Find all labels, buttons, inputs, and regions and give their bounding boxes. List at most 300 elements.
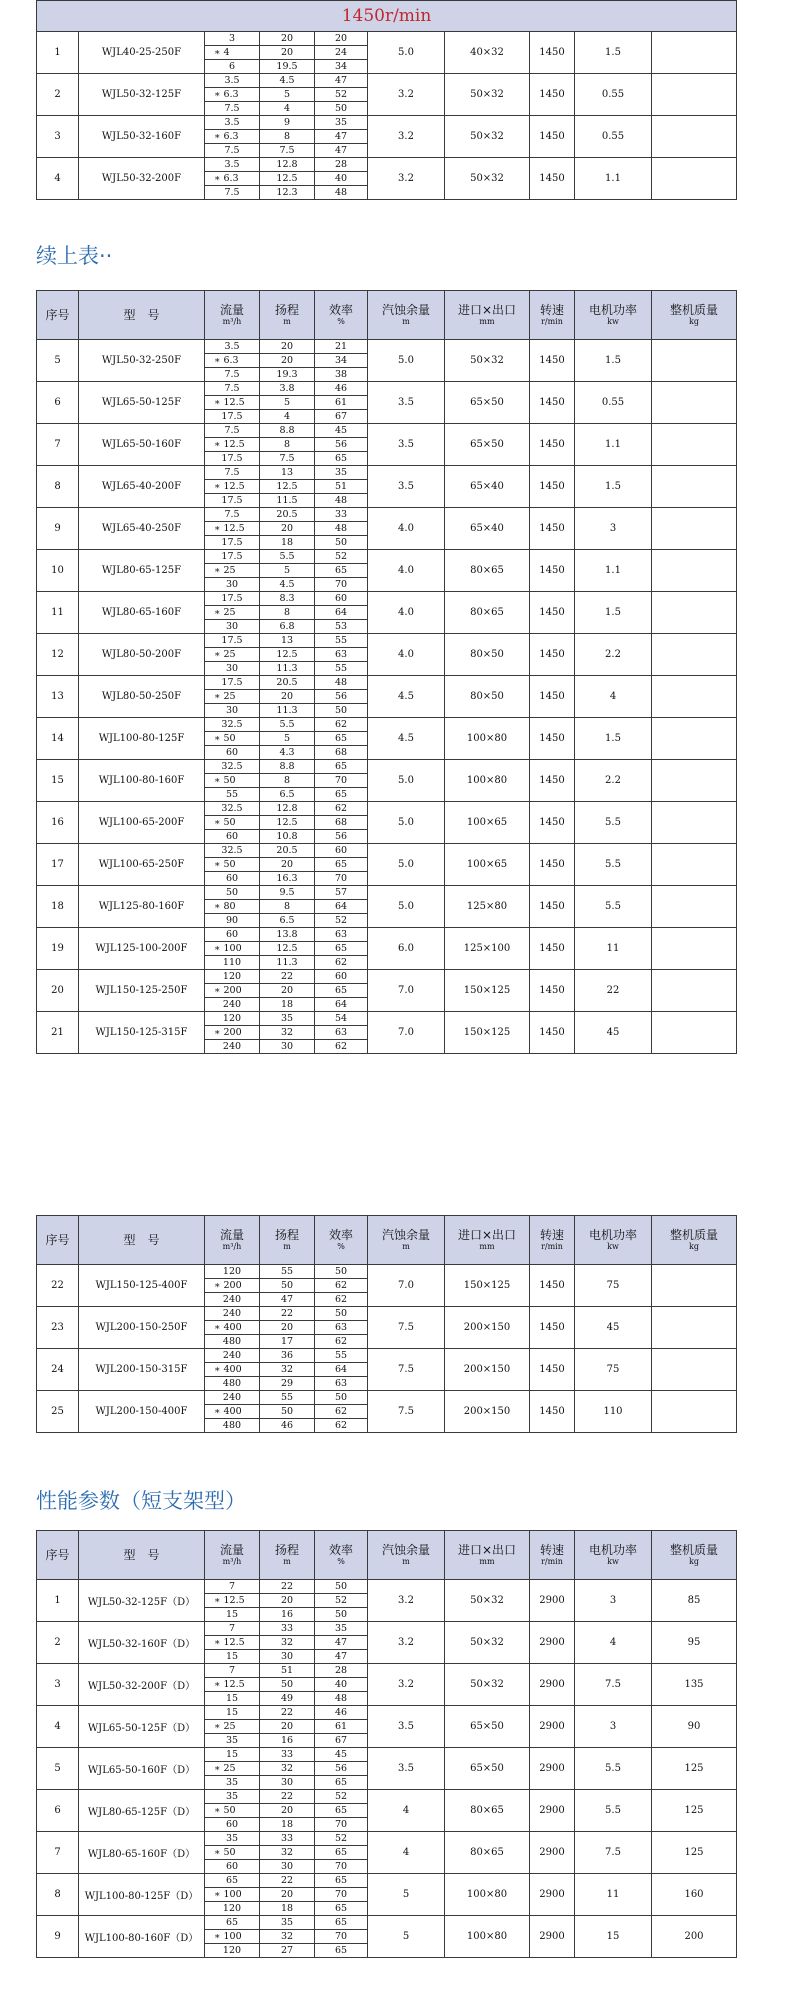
speed-value: 1450 xyxy=(530,886,575,928)
table-row xyxy=(37,760,737,774)
flow-value-text: 32.5 xyxy=(221,761,243,772)
motor-power-value: 3 xyxy=(575,1706,652,1748)
flow-value xyxy=(205,592,260,606)
efficiency-value: 21 xyxy=(315,340,368,354)
row-number: 4 xyxy=(37,1706,79,1748)
flow-value-text: 32.5 xyxy=(221,845,243,856)
efficiency-value: 62 xyxy=(315,1279,368,1293)
mass-value xyxy=(652,760,737,802)
flow-value-text: 60 xyxy=(225,1861,239,1872)
head-value: 33 xyxy=(260,1622,315,1636)
model-name: WJL50-32-200F xyxy=(79,158,205,200)
flow-value-text: 6.3 xyxy=(223,173,239,184)
flow-value-text: 7.5 xyxy=(224,509,240,520)
mass-value: 125 xyxy=(652,1790,737,1832)
inlet-outlet-value: 125×100 xyxy=(445,928,530,970)
flow-value xyxy=(205,1930,260,1944)
model-name: WJL150-125-250F xyxy=(79,970,205,1012)
rated-point-star: ∗ xyxy=(214,1595,224,1606)
header-mass xyxy=(652,1531,737,1580)
motor-power-value: 5.5 xyxy=(575,844,652,886)
rated-point-star: ∗ xyxy=(214,775,224,786)
flow-value-text: 6.3 xyxy=(223,89,239,100)
efficiency-value: 35 xyxy=(315,1622,368,1636)
head-value: 50 xyxy=(260,1279,315,1293)
flow-value xyxy=(205,1790,260,1804)
inlet-outlet-value: 100×65 xyxy=(445,802,530,844)
header-motor-power xyxy=(575,1216,652,1265)
model-name: WJL200-150-315F xyxy=(79,1349,205,1391)
flow-value-text: 7.5 xyxy=(224,187,240,198)
head-value: 16 xyxy=(260,1734,315,1748)
row-number: 12 xyxy=(37,634,79,676)
header-mass xyxy=(652,1216,737,1265)
flow-value-text: 17.5 xyxy=(221,593,243,604)
model-name: WJL80-50-200F xyxy=(79,634,205,676)
flow-value-text: 240 xyxy=(222,999,242,1010)
head-value: 6.5 xyxy=(260,914,315,928)
flow-value-text: 35 xyxy=(225,1777,239,1788)
npsh-value: 7.0 xyxy=(368,1012,445,1054)
flow-value xyxy=(205,970,260,984)
flow-value xyxy=(205,466,260,480)
flow-value-text: 17.5 xyxy=(221,537,243,548)
row-number: 13 xyxy=(37,676,79,718)
table-row xyxy=(37,32,737,46)
caption-short-frame: 性能参数（短支架型） xyxy=(36,1489,246,1513)
mass-value xyxy=(652,1391,737,1433)
efficiency-value: 48 xyxy=(315,676,368,690)
npsh-value: 3.5 xyxy=(368,1748,445,1790)
head-value: 22 xyxy=(260,970,315,984)
inlet-outlet-value: 80×65 xyxy=(445,550,530,592)
flow-value xyxy=(205,802,260,816)
head-value: 13.8 xyxy=(260,928,315,942)
head-value: 32 xyxy=(260,1636,315,1650)
motor-power-value: 1.5 xyxy=(575,32,652,74)
header-speed-unit: r/min xyxy=(541,1557,563,1566)
motor-power-value: 75 xyxy=(575,1265,652,1307)
motor-power-value: 1.1 xyxy=(575,424,652,466)
efficiency-value: 70 xyxy=(315,578,368,592)
efficiency-value: 50 xyxy=(315,1391,368,1405)
head-value: 11.3 xyxy=(260,704,315,718)
speed-value: 1450 xyxy=(530,1391,575,1433)
rated-point-star: ∗ xyxy=(214,985,224,996)
head-value: 20 xyxy=(260,354,315,368)
row-number: 1 xyxy=(37,32,79,74)
flow-value xyxy=(205,1608,260,1622)
flow-value-text: 120 xyxy=(222,1013,242,1024)
head-value: 30 xyxy=(260,1860,315,1874)
head-value: 5 xyxy=(260,88,315,102)
flow-value xyxy=(205,816,260,830)
head-value: 20.5 xyxy=(260,508,315,522)
model-name: WJL80-65-160F xyxy=(79,592,205,634)
motor-power-value: 2.2 xyxy=(575,634,652,676)
row-number: 6 xyxy=(37,1790,79,1832)
head-value: 20 xyxy=(260,984,315,998)
mass-value xyxy=(652,158,737,200)
header-flow-label: 流量 xyxy=(219,1228,244,1242)
efficiency-value: 52 xyxy=(315,88,368,102)
npsh-value: 7.0 xyxy=(368,1265,445,1307)
table-row xyxy=(37,1916,737,1930)
npsh-value: 4.0 xyxy=(368,592,445,634)
flow-value-text: 7.5 xyxy=(224,467,240,478)
flow-value-text: 400 xyxy=(223,1364,242,1375)
efficiency-value: 50 xyxy=(315,102,368,116)
efficiency-value: 62 xyxy=(315,802,368,816)
flow-value xyxy=(205,788,260,802)
head-value: 18 xyxy=(260,1902,315,1916)
model-name: WJL80-50-250F xyxy=(79,676,205,718)
header-efficiency-unit: % xyxy=(337,1557,345,1566)
mass-value xyxy=(652,844,737,886)
flow-value-text: 7.5 xyxy=(224,145,240,156)
flow-value-text: 6.3 xyxy=(223,355,239,366)
flow-value xyxy=(205,634,260,648)
table-row xyxy=(37,1706,737,1720)
npsh-value: 7.0 xyxy=(368,970,445,1012)
npsh-value: 5.0 xyxy=(368,802,445,844)
flow-value xyxy=(205,494,260,508)
head-value: 22 xyxy=(260,1706,315,1720)
rated-point-star: ∗ xyxy=(214,1027,224,1038)
model-name: WJL200-150-400F xyxy=(79,1391,205,1433)
flow-value-text: 7 xyxy=(228,1581,236,1592)
flow-value xyxy=(205,1650,260,1664)
speed-value: 1450 xyxy=(530,970,575,1012)
head-value: 13 xyxy=(260,466,315,480)
header-head-unit: m xyxy=(283,317,291,326)
efficiency-value: 65 xyxy=(315,1944,368,1958)
efficiency-value: 63 xyxy=(315,1321,368,1335)
efficiency-value: 62 xyxy=(315,1335,368,1349)
motor-power-value: 7.5 xyxy=(575,1664,652,1706)
flow-value-text: 4 xyxy=(223,47,230,58)
efficiency-value: 55 xyxy=(315,634,368,648)
model-name: WJL65-50-160F（D） xyxy=(79,1748,205,1790)
flow-value-text: 240 xyxy=(222,1041,242,1052)
speed-value: 2900 xyxy=(530,1916,575,1958)
head-value: 8 xyxy=(260,130,315,144)
rated-point-star: ∗ xyxy=(214,89,224,100)
flow-value xyxy=(205,914,260,928)
flow-value xyxy=(205,452,260,466)
flow-value-text: 7.5 xyxy=(224,383,240,394)
motor-power-value: 1.1 xyxy=(575,158,652,200)
flow-value xyxy=(205,1748,260,1762)
efficiency-value: 50 xyxy=(315,536,368,550)
motor-power-value: 4 xyxy=(575,1622,652,1664)
efficiency-value: 65 xyxy=(315,732,368,746)
header-motor-power-unit: kw xyxy=(607,317,619,326)
motor-power-value: 0.55 xyxy=(575,116,652,158)
head-value: 7.5 xyxy=(260,144,315,158)
header-inlet-outlet-unit: mm xyxy=(479,317,495,326)
efficiency-value: 47 xyxy=(315,130,368,144)
head-value: 32 xyxy=(260,1846,315,1860)
flow-value xyxy=(205,760,260,774)
efficiency-value: 34 xyxy=(315,354,368,368)
header-npsh-unit: m xyxy=(402,1557,410,1566)
head-value: 11.5 xyxy=(260,494,315,508)
mass-value xyxy=(652,32,737,74)
rated-point-star: ∗ xyxy=(214,1322,224,1333)
speed-value: 1450 xyxy=(530,718,575,760)
head-value: 50 xyxy=(260,1405,315,1419)
flow-value xyxy=(205,88,260,102)
mass-value xyxy=(652,592,737,634)
header-head-label: 扬程 xyxy=(274,303,299,317)
header-speed-label: 转速 xyxy=(539,303,564,317)
npsh-value: 4.5 xyxy=(368,718,445,760)
header-speed-unit: r/min xyxy=(541,317,563,326)
head-value: 27 xyxy=(260,1944,315,1958)
head-value: 29 xyxy=(260,1377,315,1391)
head-value: 12.8 xyxy=(260,802,315,816)
efficiency-value: 35 xyxy=(315,116,368,130)
head-value: 20 xyxy=(260,1888,315,1902)
model-name: WJL50-32-160F（D） xyxy=(79,1622,205,1664)
speed-value: 2900 xyxy=(530,1580,575,1622)
efficiency-value: 56 xyxy=(315,690,368,704)
flow-value-text: 12.5 xyxy=(223,397,245,408)
row-number: 18 xyxy=(37,886,79,928)
table-row xyxy=(37,1832,737,1846)
flow-value-text: 6.3 xyxy=(223,131,239,142)
efficiency-value: 70 xyxy=(315,1888,368,1902)
efficiency-value: 65 xyxy=(315,942,368,956)
mass-value xyxy=(652,466,737,508)
header-inlet-outlet-unit: mm xyxy=(479,1557,495,1566)
model-name: WJL65-50-125F（D） xyxy=(79,1706,205,1748)
motor-power-value: 45 xyxy=(575,1012,652,1054)
flow-value xyxy=(205,1860,260,1874)
table-row xyxy=(37,1790,737,1804)
npsh-value: 4.0 xyxy=(368,550,445,592)
motor-power-value: 45 xyxy=(575,1307,652,1349)
rated-point-star: ∗ xyxy=(214,817,224,828)
npsh-value: 4 xyxy=(368,1790,445,1832)
efficiency-value: 65 xyxy=(315,1916,368,1930)
efficiency-value: 52 xyxy=(315,1832,368,1846)
motor-power-value: 75 xyxy=(575,1349,652,1391)
efficiency-value: 40 xyxy=(315,172,368,186)
flow-value-text: 25 xyxy=(223,565,236,576)
header-speed-unit: r/min xyxy=(541,1242,563,1251)
flow-value xyxy=(205,1776,260,1790)
flow-value xyxy=(205,746,260,760)
mass-value: 135 xyxy=(652,1664,737,1706)
flow-value xyxy=(205,676,260,690)
header-npsh xyxy=(368,1531,445,1580)
header-flow xyxy=(205,291,260,340)
inlet-outlet-value: 50×32 xyxy=(445,1664,530,1706)
header-head-label: 扬程 xyxy=(274,1228,299,1242)
flow-value-text: 35 xyxy=(225,1791,239,1802)
rated-point-star: ∗ xyxy=(214,481,224,492)
efficiency-value: 62 xyxy=(315,956,368,970)
mass-value xyxy=(652,970,737,1012)
table-row xyxy=(37,550,737,564)
model-name: WJL80-65-125F xyxy=(79,550,205,592)
header-efficiency-label: 效率 xyxy=(328,1543,353,1557)
flow-value xyxy=(205,340,260,354)
efficiency-value: 64 xyxy=(315,1363,368,1377)
flow-value xyxy=(205,1419,260,1433)
flow-value xyxy=(205,1405,260,1419)
inlet-outlet-value: 200×150 xyxy=(445,1391,530,1433)
model-name: WJL80-65-160F（D） xyxy=(79,1832,205,1874)
row-number: 6 xyxy=(37,382,79,424)
flow-value-text: 60 xyxy=(225,873,239,884)
flow-value-text: 80 xyxy=(223,901,236,912)
inlet-outlet-value: 80×65 xyxy=(445,592,530,634)
efficiency-value: 65 xyxy=(315,1804,368,1818)
head-value: 20 xyxy=(260,1720,315,1734)
head-value: 8.8 xyxy=(260,424,315,438)
header-motor-power xyxy=(575,1531,652,1580)
npsh-value: 5.0 xyxy=(368,886,445,928)
mass-value xyxy=(652,550,737,592)
header-head-label: 扬程 xyxy=(274,1543,299,1557)
flow-value-text: 15 xyxy=(225,1749,239,1760)
rated-point-star: ∗ xyxy=(214,1406,224,1417)
efficiency-value: 34 xyxy=(315,60,368,74)
efficiency-value: 28 xyxy=(315,1664,368,1678)
flow-value-text: 480 xyxy=(222,1420,242,1431)
table-row xyxy=(37,116,737,130)
efficiency-value: 65 xyxy=(315,1776,368,1790)
npsh-value: 3.2 xyxy=(368,1664,445,1706)
header-row xyxy=(37,1531,737,1580)
motor-power-value: 0.55 xyxy=(575,74,652,116)
flow-value-text: 30 xyxy=(225,705,239,716)
head-value: 22 xyxy=(260,1307,315,1321)
table-row xyxy=(37,844,737,858)
rated-point-star: ∗ xyxy=(214,733,224,744)
flow-value xyxy=(205,1377,260,1391)
flow-value xyxy=(205,550,260,564)
row-number: 14 xyxy=(37,718,79,760)
flow-value xyxy=(205,1012,260,1026)
npsh-value: 3.2 xyxy=(368,1622,445,1664)
inlet-outlet-value: 80×65 xyxy=(445,1832,530,1874)
flow-value-text: 3.5 xyxy=(224,75,240,86)
speed-value: 1450 xyxy=(530,676,575,718)
mass-value xyxy=(652,634,737,676)
motor-power-value: 11 xyxy=(575,928,652,970)
speed-value: 1450 xyxy=(530,1307,575,1349)
head-value: 32 xyxy=(260,1363,315,1377)
npsh-value: 5.0 xyxy=(368,32,445,74)
flow-value-text: 55 xyxy=(225,789,239,800)
npsh-value: 5.0 xyxy=(368,340,445,382)
flow-value-text: 90 xyxy=(225,915,239,926)
head-value: 20 xyxy=(260,46,315,60)
head-value: 12.3 xyxy=(260,186,315,200)
row-number: 25 xyxy=(37,1391,79,1433)
head-value: 20 xyxy=(260,1804,315,1818)
table-row xyxy=(37,424,737,438)
rated-point-star: ∗ xyxy=(214,523,224,534)
motor-power-value: 11 xyxy=(575,1874,652,1916)
efficiency-value: 65 xyxy=(315,984,368,998)
rated-point-star: ∗ xyxy=(214,1847,224,1858)
head-value: 10.8 xyxy=(260,830,315,844)
table-row xyxy=(37,718,737,732)
model-name: WJL100-80-125F xyxy=(79,718,205,760)
table-row xyxy=(37,1012,737,1026)
flow-value-text: 35 xyxy=(225,1735,239,1746)
header-inlet-outlet xyxy=(445,291,530,340)
efficiency-value: 50 xyxy=(315,1307,368,1321)
speed-value: 1450 xyxy=(530,340,575,382)
flow-value-text: 480 xyxy=(222,1378,242,1389)
flow-value-text: 50 xyxy=(223,775,236,786)
head-value: 9.5 xyxy=(260,886,315,900)
head-value: 8.3 xyxy=(260,592,315,606)
efficiency-value: 20 xyxy=(315,32,368,46)
head-value: 35 xyxy=(260,1012,315,1026)
head-value: 47 xyxy=(260,1293,315,1307)
table-row xyxy=(37,886,737,900)
header-model xyxy=(79,1216,205,1265)
efficiency-value: 48 xyxy=(315,1692,368,1706)
rated-point-star: ∗ xyxy=(214,1805,224,1816)
efficiency-value: 65 xyxy=(315,1846,368,1860)
table-row xyxy=(37,1391,737,1405)
flow-value xyxy=(205,1706,260,1720)
flow-value-text: 32.5 xyxy=(221,803,243,814)
flow-value-text: 240 xyxy=(222,1294,242,1305)
flow-value xyxy=(205,1720,260,1734)
inlet-outlet-value: 100×80 xyxy=(445,718,530,760)
inlet-outlet-value: 50×32 xyxy=(445,74,530,116)
inlet-outlet-value: 50×32 xyxy=(445,1622,530,1664)
flow-value xyxy=(205,32,260,46)
table-row xyxy=(37,1265,737,1279)
mass-value xyxy=(652,74,737,116)
flow-value-text: 25 xyxy=(223,691,236,702)
head-value: 30 xyxy=(260,1040,315,1054)
model-name: WJL125-100-200F xyxy=(79,928,205,970)
header-no-label: 序号 xyxy=(45,1233,70,1247)
efficiency-value: 52 xyxy=(315,1790,368,1804)
flow-value xyxy=(205,984,260,998)
efficiency-value: 50 xyxy=(315,1265,368,1279)
flow-value-text: 50 xyxy=(223,817,236,828)
row-number: 2 xyxy=(37,74,79,116)
efficiency-value: 70 xyxy=(315,1930,368,1944)
flow-value-text: 60 xyxy=(225,747,239,758)
flow-value xyxy=(205,1279,260,1293)
flow-value-text: 3.5 xyxy=(224,341,240,352)
speed-value: 2900 xyxy=(530,1622,575,1664)
flow-value xyxy=(205,1391,260,1405)
flow-value-text: 30 xyxy=(225,579,239,590)
flow-value-text: 120 xyxy=(222,971,242,982)
rated-point-star: ∗ xyxy=(214,397,224,408)
flow-value-text: 6 xyxy=(228,61,236,72)
flow-value-text: 15 xyxy=(225,1693,239,1704)
header-efficiency-unit: % xyxy=(337,1242,345,1251)
efficiency-value: 45 xyxy=(315,1748,368,1762)
table-row xyxy=(37,158,737,172)
flow-value xyxy=(205,718,260,732)
